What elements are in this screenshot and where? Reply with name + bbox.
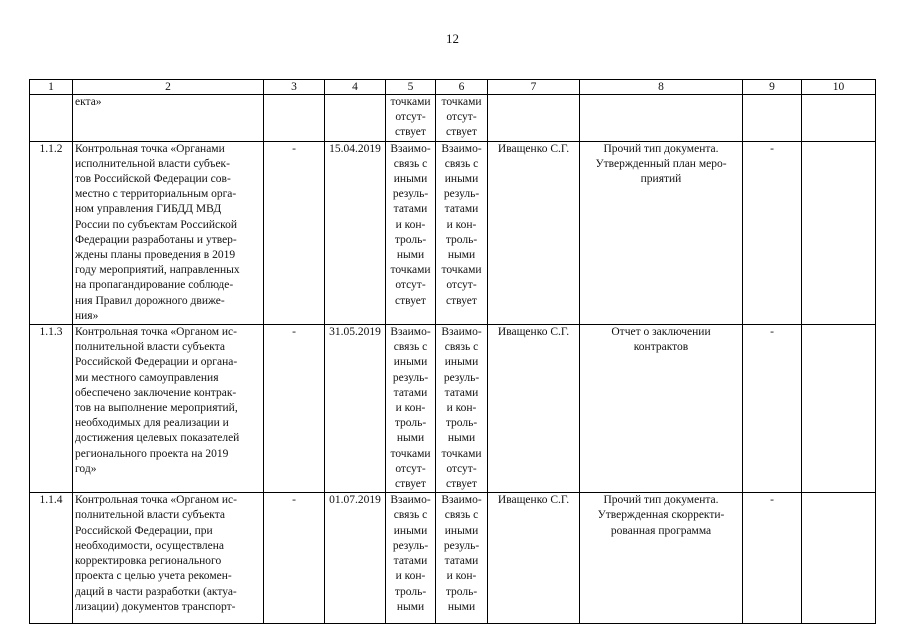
column-3-cell: - — [264, 493, 325, 624]
description-line: корректировка регионального — [75, 555, 222, 568]
description-line: регионального проекта на 2019 — [75, 447, 229, 460]
relation-line: Взаимо- — [441, 494, 482, 507]
description-line: необходимости, осуществлена — [75, 539, 225, 552]
relation-line: резуль- — [392, 539, 429, 552]
document-type-line: приятий — [640, 173, 682, 186]
header-cell-10: 10 — [802, 80, 876, 95]
relation-line: связь с — [444, 509, 479, 522]
relation-line: татами — [444, 555, 479, 568]
document-type-cell — [580, 493, 743, 624]
relation-line: резуль- — [392, 188, 429, 201]
relation-line: и кон- — [395, 218, 426, 231]
relation-line: связь с — [393, 157, 428, 170]
relation-line: ствует — [446, 126, 477, 139]
relation-line: троль- — [445, 233, 478, 246]
relation-line: татами — [393, 555, 428, 568]
relation-line: ствует — [395, 294, 426, 307]
row-number-cell — [30, 95, 73, 142]
relation-line: троль- — [445, 585, 478, 598]
relation-cell-6 — [436, 95, 488, 142]
relation-line: иными — [444, 356, 479, 369]
description-line: достижения целевых показателей — [75, 432, 240, 445]
document-type-cell — [580, 95, 743, 142]
relation-line: иными — [393, 173, 428, 186]
row-number-cell: 1.1.4 — [30, 493, 73, 624]
document-type-line: рованная программа — [610, 524, 712, 537]
relation-line: точками — [390, 96, 431, 108]
relation-line: связь с — [444, 341, 479, 354]
relation-line: и кон- — [446, 570, 477, 583]
relation-line: и кон- — [395, 402, 426, 415]
document-type-line: Отчет о заключении — [611, 326, 711, 339]
column-9-cell — [743, 95, 802, 142]
table-row — [30, 325, 876, 493]
header-cell-9: 9 — [743, 80, 802, 95]
relation-line: точками — [390, 447, 431, 460]
relation-line: и кон- — [395, 570, 426, 583]
document-type-cell — [580, 325, 743, 493]
header-cell-3: 3 — [264, 80, 325, 95]
relation-line: резуль- — [443, 188, 480, 201]
control-points-table — [29, 79, 876, 624]
relation-line: точками — [390, 264, 431, 277]
description-line: на пропагандирование соблюде- — [75, 279, 234, 292]
date-cell: 01.07.2019 — [325, 493, 386, 624]
column-9-cell: - — [743, 325, 802, 493]
column-10-cell — [802, 141, 876, 324]
date-cell — [325, 95, 386, 142]
relation-line: Взаимо- — [441, 142, 482, 155]
document-type-line: Прочий тип документа. — [603, 142, 719, 155]
header-cell-2: 2 — [73, 80, 264, 95]
header-cell-4: 4 — [325, 80, 386, 95]
responsible-cell: Иващенко С.Г. — [488, 325, 580, 493]
document-type-cell — [580, 141, 743, 324]
relation-line: иными — [444, 524, 479, 537]
column-3-cell: - — [264, 325, 325, 493]
relation-line: иными — [393, 524, 428, 537]
description-line: полнительной власти субъекта — [75, 341, 225, 354]
description-line: ния» — [75, 309, 99, 322]
relation-line: точками — [441, 264, 482, 277]
relation-line: троль- — [394, 585, 427, 598]
relation-line: точками — [441, 96, 482, 108]
description-line: проекта с целью учета рекомен- — [75, 570, 232, 583]
description-line: полнительной власти субъекта — [75, 509, 225, 522]
relation-line: Взаимо- — [441, 326, 482, 339]
relation-line: резуль- — [443, 539, 480, 552]
description-line: ждены планы проведения в 2019 — [75, 249, 236, 262]
description-line: Контрольная точка «Органом ис- — [75, 494, 237, 507]
description-cell — [73, 493, 264, 624]
relation-cell-5 — [386, 325, 436, 493]
responsible-cell: Иващенко С.Г. — [488, 141, 580, 324]
relation-line: иными — [393, 356, 428, 369]
relation-line: связь с — [393, 341, 428, 354]
column-9-cell: - — [743, 493, 802, 624]
description-line: Контрольная точка «Органами — [75, 142, 225, 155]
description-line: даций в части разработки (актуа- — [75, 585, 237, 598]
description-line: тов Российской Федерации сов- — [75, 173, 231, 186]
description-line: тов на выполнение мероприятий, — [75, 402, 238, 415]
relation-line: ными — [447, 432, 476, 445]
relation-line: отсут- — [446, 111, 477, 124]
relation-line: связь с — [393, 509, 428, 522]
relation-line: татами — [393, 386, 428, 399]
relation-line: и кон- — [446, 402, 477, 415]
description-line: необходимых для реализации и — [75, 417, 229, 430]
relation-cell-6 — [436, 493, 488, 624]
relation-line: отсут- — [395, 462, 426, 475]
relation-line: ными — [447, 249, 476, 262]
table-row — [30, 493, 876, 624]
relation-line: резуль- — [392, 371, 429, 384]
relation-line: отсут- — [446, 462, 477, 475]
relation-line: троль- — [445, 417, 478, 430]
description-cell — [73, 95, 264, 142]
description-line: обеспечено заключение контрак- — [75, 386, 237, 399]
relation-line: ными — [396, 432, 425, 445]
relation-line: отсут- — [395, 279, 426, 292]
relation-line: Взаимо- — [390, 326, 431, 339]
relation-line: ствует — [395, 126, 426, 139]
description-line: ми местного самоуправления — [75, 371, 219, 384]
header-cell-6: 6 — [436, 80, 488, 95]
header-cell-5: 5 — [386, 80, 436, 95]
responsible-cell: Иващенко С.Г. — [488, 493, 580, 624]
column-10-cell — [802, 325, 876, 493]
relation-line: ствует — [395, 478, 426, 491]
description-line: России по субъектам Российской — [75, 218, 238, 231]
date-cell: 31.05.2019 — [325, 325, 386, 493]
description-line: лизации) документов транспорт- — [75, 600, 236, 613]
document-type-line: Утвержденная скорректи- — [597, 509, 725, 522]
relation-line: ствует — [446, 478, 477, 491]
description-line: ном управления ГИБДД МВД — [75, 203, 222, 216]
relation-line: ными — [396, 249, 425, 262]
relation-line: и кон- — [446, 218, 477, 231]
row-number-cell: 1.1.3 — [30, 325, 73, 493]
description-line: ния Правил дорожного движе- — [75, 294, 225, 307]
relation-line: точками — [441, 447, 482, 460]
relation-line: ствует — [446, 294, 477, 307]
relation-line: ными — [396, 600, 425, 613]
column-3-cell — [264, 95, 325, 142]
description-line: Российской Федерации и органа- — [75, 356, 238, 369]
responsible-cell — [488, 95, 580, 142]
relation-line: троль- — [394, 233, 427, 246]
relation-line: ными — [447, 600, 476, 613]
description-cell — [73, 325, 264, 493]
description-line: году мероприятий, направленных — [75, 264, 240, 277]
relation-cell-6 — [436, 141, 488, 324]
row-number-cell: 1.1.2 — [30, 141, 73, 324]
relation-cell-6 — [436, 325, 488, 493]
date-cell: 15.04.2019 — [325, 141, 386, 324]
description-cell — [73, 141, 264, 324]
relation-line: связь с — [444, 157, 479, 170]
description-line: исполнительной власти субъек- — [75, 157, 230, 170]
relation-cell-5 — [386, 493, 436, 624]
description-line: Федерации разработаны и утвер- — [75, 233, 237, 246]
relation-line: татами — [393, 203, 428, 216]
column-10-cell — [802, 95, 876, 142]
relation-line: троль- — [394, 417, 427, 430]
header-cell-1: 1 — [30, 80, 73, 95]
description-line: год» — [75, 462, 97, 475]
document-type-line: контрактов — [633, 341, 689, 354]
table-body — [30, 80, 876, 624]
document-type-line: Утвержденный план меро- — [595, 157, 727, 170]
relation-line: Взаимо- — [390, 494, 431, 507]
header-row — [30, 80, 876, 95]
header-cell-8: 8 — [580, 80, 743, 95]
column-10-cell — [802, 493, 876, 624]
table-row — [30, 141, 876, 324]
document-type-line: Прочий тип документа. — [603, 494, 719, 507]
relation-line: Взаимо- — [390, 142, 431, 155]
relation-line: резуль- — [443, 371, 480, 384]
relation-cell-5 — [386, 95, 436, 142]
relation-line: татами — [444, 386, 479, 399]
description-line: екта» — [75, 96, 102, 108]
relation-cell-5 — [386, 141, 436, 324]
header-cell-7: 7 — [488, 80, 580, 95]
relation-line: отсут- — [395, 111, 426, 124]
column-9-cell: - — [743, 141, 802, 324]
table-row — [30, 95, 876, 142]
page-number: 12 — [446, 31, 459, 46]
relation-line: отсут- — [446, 279, 477, 292]
description-line: Российской Федерации, при — [75, 524, 213, 537]
relation-line: татами — [444, 203, 479, 216]
description-line: местно с территориальным орга- — [75, 188, 237, 201]
description-line: Контрольная точка «Органом ис- — [75, 326, 237, 339]
column-3-cell: - — [264, 141, 325, 324]
relation-line: иными — [444, 173, 479, 186]
